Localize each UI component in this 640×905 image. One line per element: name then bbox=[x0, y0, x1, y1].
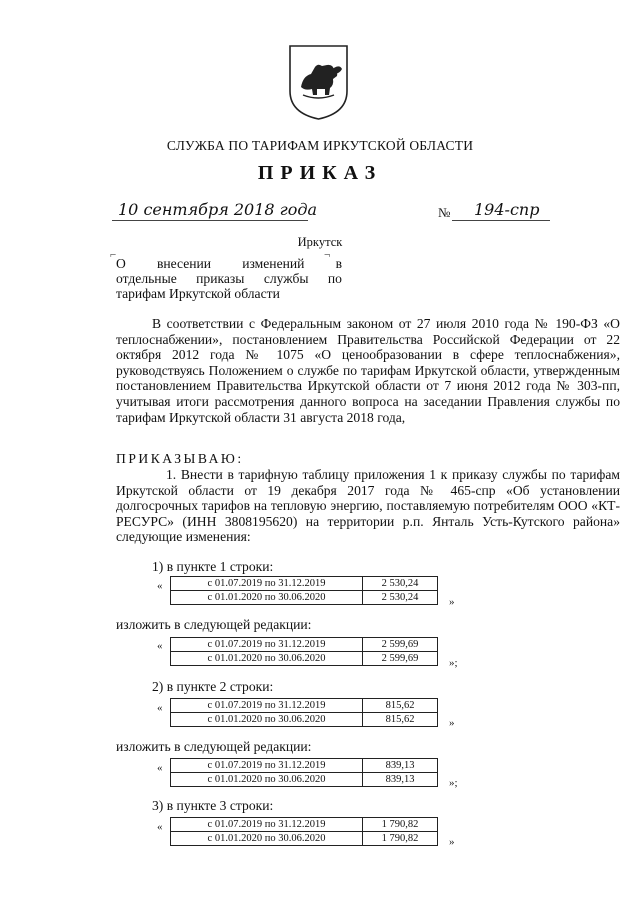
table-row: с 01.01.2020 по 30.06.2020 2 599,69 bbox=[171, 652, 438, 666]
handwritten-date: 10 сентября 2018 года bbox=[118, 200, 318, 219]
tariff-table bbox=[170, 637, 438, 666]
subject-block bbox=[116, 256, 342, 301]
tariff-table bbox=[170, 576, 438, 605]
table-row: с 01.07.2019 по 31.12.2019 815,62 bbox=[171, 699, 438, 713]
table-row: с 01.01.2020 по 30.06.2020 839,13 bbox=[171, 773, 438, 787]
open-quote: « bbox=[157, 640, 163, 652]
table-row: с 01.01.2020 по 30.06.2020 2 530,24 bbox=[171, 591, 438, 605]
subject-line-2: отдельные приказы службы по bbox=[116, 271, 342, 286]
tariff-table bbox=[170, 758, 438, 787]
number-label: № bbox=[438, 205, 451, 220]
number-underline bbox=[452, 220, 550, 221]
city: Иркутск bbox=[297, 235, 343, 249]
section-label: изложить в следующей редакции: bbox=[116, 617, 312, 632]
subject-corner-left: ⌐ bbox=[110, 249, 117, 261]
table-row: с 01.01.2020 по 30.06.2020 1 790,82 bbox=[171, 832, 438, 846]
tariff-table bbox=[170, 698, 438, 727]
tariff-table bbox=[170, 817, 438, 846]
table-row: с 01.01.2020 по 30.06.2020 815,62 bbox=[171, 713, 438, 727]
open-quote: « bbox=[157, 702, 163, 714]
close-quote: » bbox=[449, 717, 455, 729]
item-1-paragraph: 1. Внести в тарифную таблицу приложения 1 к приказу службы по тарифам Иркутской области от 19 декабря 2017 года № 465-спр «Об установлении долгосрочных тарифов на тепловую энергию, поставляемую потребителям ООО «КТ-РЕСУРС» (ИНН 3808195620) на территории р.п. Янталь Усть-Кутского района» следующие изменения: bbox=[116, 467, 620, 545]
close-quote: »; bbox=[449, 777, 458, 789]
table-row: с 01.07.2019 по 31.12.2019 2 599,69 bbox=[171, 638, 438, 652]
close-quote: » bbox=[449, 836, 455, 848]
close-quote: »; bbox=[449, 657, 458, 669]
coat-of-arms-emblem bbox=[287, 43, 350, 121]
open-quote: « bbox=[157, 821, 163, 833]
subject-line-1: О внесении изменений в bbox=[116, 256, 342, 271]
section-label: 1) в пункте 1 строки: bbox=[152, 559, 274, 574]
organization-name: СЛУЖБА ПО ТАРИФАМ ИРКУТСКОЙ ОБЛАСТИ bbox=[166, 138, 474, 153]
subject-line-3: тарифам Иркутской области bbox=[116, 286, 280, 301]
document-type-title: ПРИКАЗ bbox=[257, 162, 383, 184]
section-label: изложить в следующей редакции: bbox=[116, 739, 312, 754]
handwritten-number: 194-спр bbox=[474, 200, 540, 219]
preamble-paragraph: В соответствии с Федеральным законом от 27 июля 2010 года № 190-ФЗ «О теплоснабжении», постановлением Правительства Российской Федерации от 22 октября 2012 года № 1075 «О ценообразовании в сфере теплоснабжения», руководствуясь Положением о службе по тарифам Иркутской области, утвержденным постановлением Правительства Иркутской области от 7 июня 2012 года № 303-пп, учитывая итоги рассмотрения данного вопроса на заседании Правления службы по тарифам Иркутской области 31 августа 2018 года, bbox=[116, 316, 620, 425]
open-quote: « bbox=[157, 762, 163, 774]
order-word: ПРИКАЗЫВАЮ: bbox=[116, 451, 244, 466]
open-quote: « bbox=[157, 580, 163, 592]
table-row: с 01.07.2019 по 31.12.2019 2 530,24 bbox=[171, 577, 438, 591]
section-label: 2) в пункте 2 строки: bbox=[152, 679, 274, 694]
date-underline bbox=[112, 220, 308, 221]
table-row: с 01.07.2019 по 31.12.2019 839,13 bbox=[171, 759, 438, 773]
close-quote: » bbox=[449, 596, 455, 608]
subject-corner-right: ¬ bbox=[324, 249, 331, 261]
section-label: 3) в пункте 3 строки: bbox=[152, 798, 274, 813]
table-row: с 01.07.2019 по 31.12.2019 1 790,82 bbox=[171, 818, 438, 832]
